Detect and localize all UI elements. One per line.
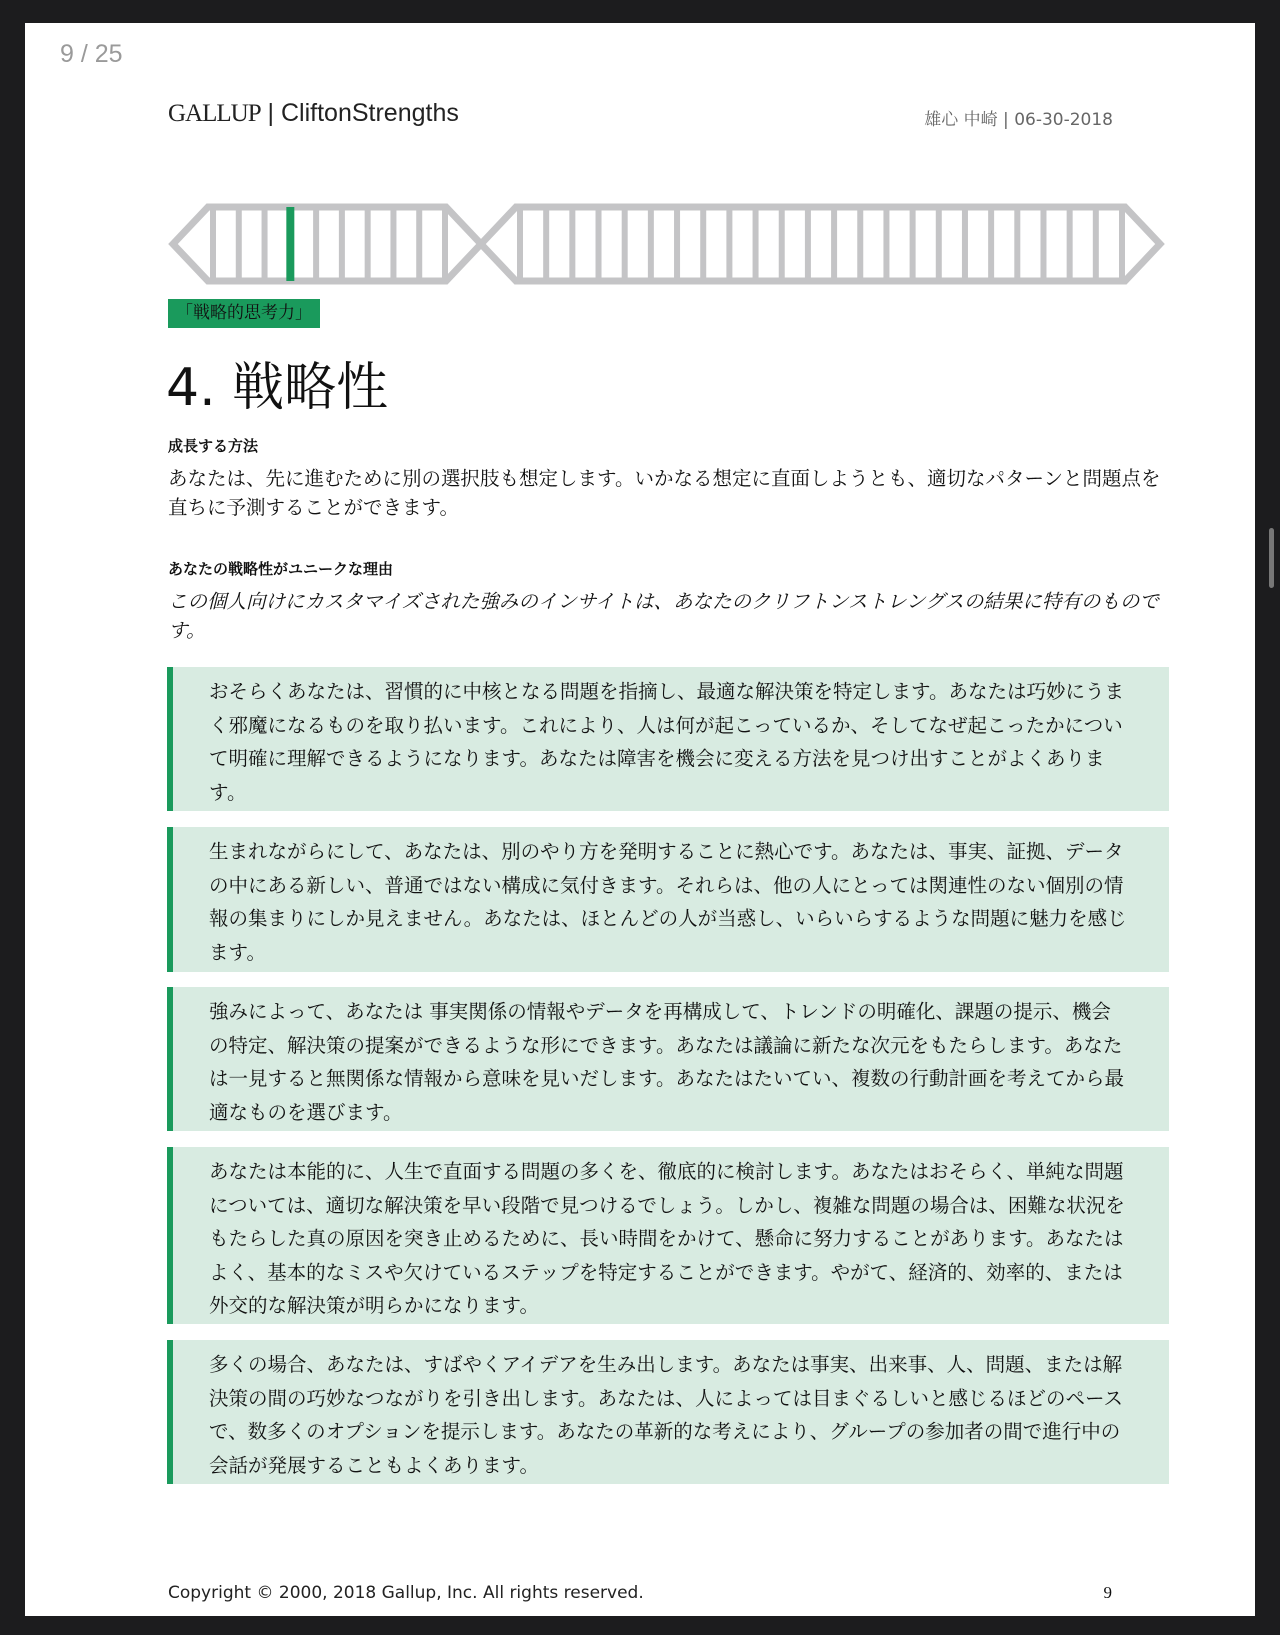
section-body-grow: あなたは、先に進むために別の選択肢も想定します。いかなる想定に直面しようとも、適切なパターンと問題点を直ちに予測することができます。	[168, 467, 1161, 519]
insight-box: あなたは本能的に、人生で直面する問題の多くを、徹底的に検討します。あなたはおそらく、単純な問題については、適切な解決策を早い段階で見つけるでしょう。しかし、複雑な問題の場合は、困難な状況をもたらした真の原因を突き止めるために、長い時間をかけて、懸命に努力することがあります。あなたはよく、基本的なミスや欠けているステップを特定することができます。やがて、経済的、効率的、または外交的な解決策が明らかになります。	[167, 1147, 1169, 1324]
gallup-cliftonstrengths-logo	[168, 99, 459, 128]
insight-box: 多くの場合、あなたは、すばやくアイデアを生み出します。あなたは事実、出来事、人、問題、または解決策の間の巧妙なつながりを引き出します。あなたは、人によっては目まぐるしいと感じるほどのペースで、数多くのオプションを提示します。あなたの革新的な考えにより、グループの参加者の間で進行中の会話が発展することもよくあります。	[167, 1340, 1169, 1484]
strip-right-outline	[481, 207, 1160, 281]
theme-strip	[168, 203, 1168, 285]
insight-box: 強みによって、あなたは 事実関係の情報やデータを再構成して、トレンドの明確化、課題の提示、機会の特定、解決策の提案ができるような形にできます。あなたは議論に新たな次元をもたらします。あなたは一見すると無関係な情報から意味を見いだします。あなたはたいてい、複数の行動計画を考えてから最適なものを選びます。	[167, 987, 1169, 1131]
page-title: 4. 戦略性	[166, 358, 389, 418]
document-page	[25, 23, 1255, 1616]
scrollbar[interactable]	[1269, 528, 1274, 588]
user-date: 雄心 中崎 | 06-30-2018	[924, 110, 1113, 130]
strip-left-outline	[173, 207, 481, 281]
logo-gallup: GALLUP	[168, 100, 261, 127]
logo-product: CliftonStrengths	[281, 99, 459, 127]
insight-box: おそらくあなたは、習慣的に中核となる問題を指摘し、最適な解決策を特定します。あなたは巧妙にうまく邪魔になるものを取り払います。これにより、人は何が起こっているか、そしてなぜ起こったかについて明確に理解できるようになります。あなたは障害を機会に変える方法を見つけ出すことがよくあります。	[167, 667, 1169, 811]
logo-separator: |	[260, 99, 281, 127]
section-heading-unique: あなたの戦略性がユニークな理由	[168, 560, 394, 578]
copyright: Copyright © 2000, 2018 Gallup, Inc. All rights reserved.	[168, 1583, 644, 1603]
page-indicator: 9 / 25	[60, 40, 123, 68]
section-heading-grow: 成長する方法	[168, 437, 259, 455]
section-intro-unique: この個人向けにカスタマイズされた強みのインサイトは、あなたのクリフトンストレングスの結果に特有のものです。	[168, 590, 1159, 642]
page-number: 9	[1103, 1583, 1112, 1602]
insight-box: 生まれながらにして、あなたは、別のやり方を発明することに熱心です。あなたは、事実、証拠、データの中にある新しい、普通ではない構成に気付きます。それらは、他の人にとっては関連性のない個別の情報の集まりにしか見えません。あなたは、ほとんどの人が当惑し、いらいらするような問題に魅力を感じます。	[167, 827, 1169, 972]
domain-badge: 「戦略的思考力」	[168, 299, 320, 328]
